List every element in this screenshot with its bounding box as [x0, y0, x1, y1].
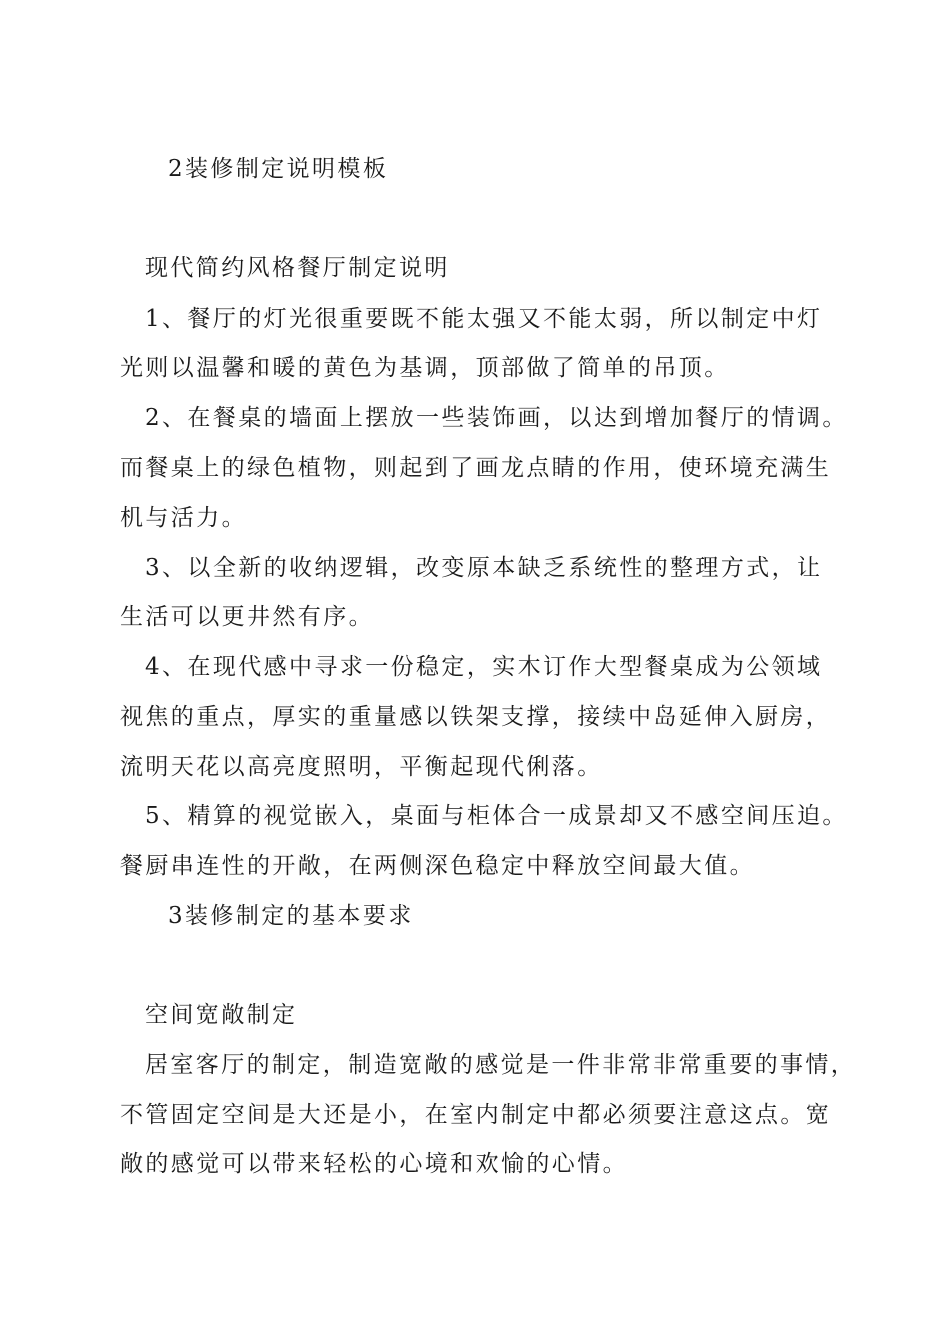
- item-3-line-1: 3、以全新的收纳逻辑，改变原本缺乏系统性的整理方式，让: [145, 555, 823, 581]
- section-heading-2: 2装修制定说明模板: [168, 156, 389, 182]
- item-5-line-1: 5、精算的视觉嵌入，桌面与柜体合一成景却又不感空间压迫。: [145, 803, 848, 829]
- item-1-line-1: 1、餐厅的灯光很重要既不能太强又不能太弱，所以制定中灯: [145, 306, 823, 332]
- item-4-line-3: 流明天花以高亮度照明，平衡起现代俐落。: [120, 754, 603, 780]
- paragraph-space-line-3: 敞的感觉可以带来轻松的心境和欢愉的心情。: [120, 1151, 628, 1177]
- item-1-line-2: 光则以温馨和暖的黄色为基调，顶部做了简单的吊顶。: [120, 355, 730, 381]
- item-4-line-2: 视焦的重点，厚实的重量感以铁架支撑，接续中岛延伸入厨房，: [120, 704, 832, 730]
- subheading-space: 空间宽敞制定: [145, 1002, 298, 1028]
- item-2-line-3: 机与活力。: [120, 505, 247, 531]
- item-4-line-1: 4、在现代感中寻求一份稳定，实木订作大型餐桌成为公领域: [145, 654, 823, 680]
- subheading-dining: 现代简约风格餐厅制定说明: [145, 255, 450, 281]
- paragraph-space-line-2: 不管固定空间是大还是小，在室内制定中都必须要注意这点。宽: [120, 1102, 832, 1128]
- paragraph-space-line-1: 居室客厅的制定，制造宽敞的感觉是一件非常非常重要的事情，: [145, 1052, 857, 1078]
- item-3-line-2: 生活可以更井然有序。: [120, 604, 374, 630]
- item-2-line-1: 2、在餐桌的墙面上摆放一些装饰画，以达到增加餐厅的情调。: [145, 405, 848, 431]
- section-heading-3: 3装修制定的基本要求: [168, 903, 414, 929]
- item-2-line-2: 而餐桌上的绿色植物，则起到了画龙点睛的作用，使环境充满生: [120, 455, 832, 481]
- item-5-line-2: 餐厨串连性的开敞，在两侧深色稳定中释放空间最大值。: [120, 853, 755, 879]
